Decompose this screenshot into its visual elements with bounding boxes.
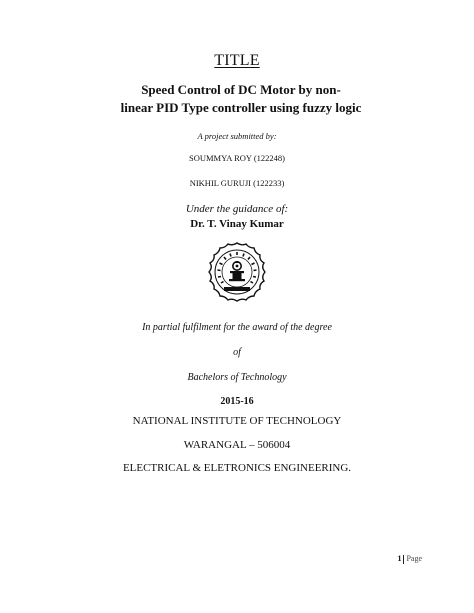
page-number: 1 [397, 554, 402, 563]
page-label: Page [406, 554, 422, 563]
institute-seal-icon [206, 241, 268, 303]
of-text: of [233, 347, 241, 358]
author-2: NIKHIL GURUJI (122233) [189, 178, 285, 188]
project-title-line-1: Speed Control of DC Motor by non- [141, 82, 341, 97]
submitted-by-label: A project submitted by: [197, 131, 277, 141]
page-title: TITLE [214, 52, 260, 69]
institute-name: NATIONAL INSTITUTE OF TECHNOLOGY [132, 415, 342, 427]
guide-name: Dr. T. Vinay Kumar [190, 218, 284, 230]
page-footer [397, 554, 422, 564]
partial-fulfilment-text: In partial fulfilment for the award of the degree [142, 322, 332, 333]
academic-year: 2015-16 [220, 396, 254, 407]
project-title-line-2: linear PID Type controller using fuzzy logic [120, 100, 362, 115]
footer-separator [403, 555, 404, 564]
guidance-label: Under the guidance of: [185, 203, 289, 215]
author-1: SOUMMYA ROY (122248) [188, 153, 286, 163]
degree-name: Bachelors of Technology [187, 372, 287, 383]
institute-city: WARANGAL – 506004 [183, 439, 291, 451]
department-name: ELECTRICAL & ELETRONICS ENGINEERING. [122, 462, 352, 474]
